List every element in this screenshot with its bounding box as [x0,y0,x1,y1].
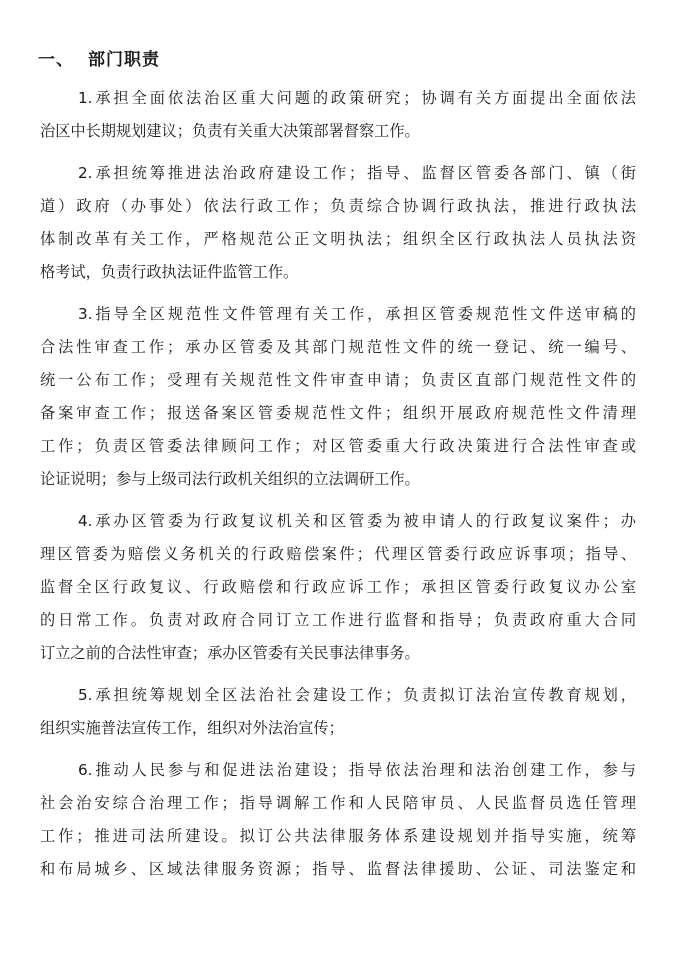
section-title: 部门职责 [88,50,160,70]
paragraph-line: 组织实施普法宣传工作，组织对外法治宣传； [40,719,344,737]
paragraph-line: 5.承担统筹规划全区法治社会建设工作；负责拟订法治宣传教育规划， [78,686,636,704]
paragraph-5 [40,679,636,745]
paragraph-line: 统一公布工作；受理有关规范性文件审查申请；负责区直部门规范性文件的 [40,371,636,389]
paragraph-line: 工作；推进司法所建设。拟订公共法律服务体系建设规划并指导实施，统筹 [40,827,636,845]
paragraph-line: 监督全区行政复议、行政赔偿和行政应诉工作；承担区管委行政复议办公室 [40,578,636,596]
paragraph-line: 4.承办区管委为行政复议机关和区管委为被申请人的行政复议案件；办 [78,512,636,530]
paragraph-line: 1.承担全面依法治区重大问题的政策研究；协调有关方面提出全面依法 [78,89,636,107]
paragraph-line: 2.承担统筹推进法治政府建设工作；指导、监督区管委各部门、镇（街 [78,164,636,182]
paragraph-line: 6.推动人民参与和促进法治建设；指导依法治理和法治创建工作，参与 [78,761,636,779]
document-body [40,82,636,895]
paragraph-line: 治区中长期规划建议；负责有关重大决策部署督察工作。 [40,122,420,140]
paragraph-4 [40,505,636,670]
paragraph-line: 的日常工作。负责对政府合同订立工作进行监督和指导；负责政府重大合同 [40,611,636,629]
paragraph-line: 工作；负责区管委法律顾问工作；对区管委重大行政决策进行合法性审查或 [40,437,636,455]
paragraph-line: 社会治安综合治理工作；指导调解工作和人民陪审员、人民监督员选任管理 [40,794,636,812]
paragraph-line: 体制改革有关工作，严格规范公正文明执法；组织全区行政执法人员执法资 [40,230,636,248]
paragraph-6 [40,754,636,886]
section-number: 一、 [38,50,74,70]
paragraph-line: 订立之前的合法性审查；承办区管委有关民事法律事务。 [40,644,420,662]
paragraph-line: 道）政府（办事处）依法行政工作；负责综合协调行政执法，推进行政执法 [40,197,636,215]
paragraph-line: 合法性审查工作；承办区管委及其部门规范性文件的统一登记、统一编号、 [40,338,636,356]
paragraph-line: 3.指导全区规范性文件管理有关工作，承担区管委规范性文件送审稿的 [78,305,636,323]
paragraph-line: 和布局城乡、区域法律服务资源；指导、监督法律援助、公证、司法鉴定和 [40,860,636,878]
paragraph-1 [40,82,636,148]
paragraph-3 [40,298,636,496]
paragraph-line: 理区管委为赔偿义务机关的行政赔偿案件；代理区管委行政应诉事项；指导、 [40,545,636,563]
section-heading [38,46,160,74]
paragraph-2 [40,157,636,289]
paragraph-line: 论证说明；参与上级司法行政机关组织的立法调研工作。 [40,470,420,488]
paragraph-line: 格考试，负责行政执法证件监管工作。 [40,263,299,281]
paragraph-line: 备案审查工作；报送备案区管委规范性文件；组织开展政府规范性文件清理 [40,404,636,422]
